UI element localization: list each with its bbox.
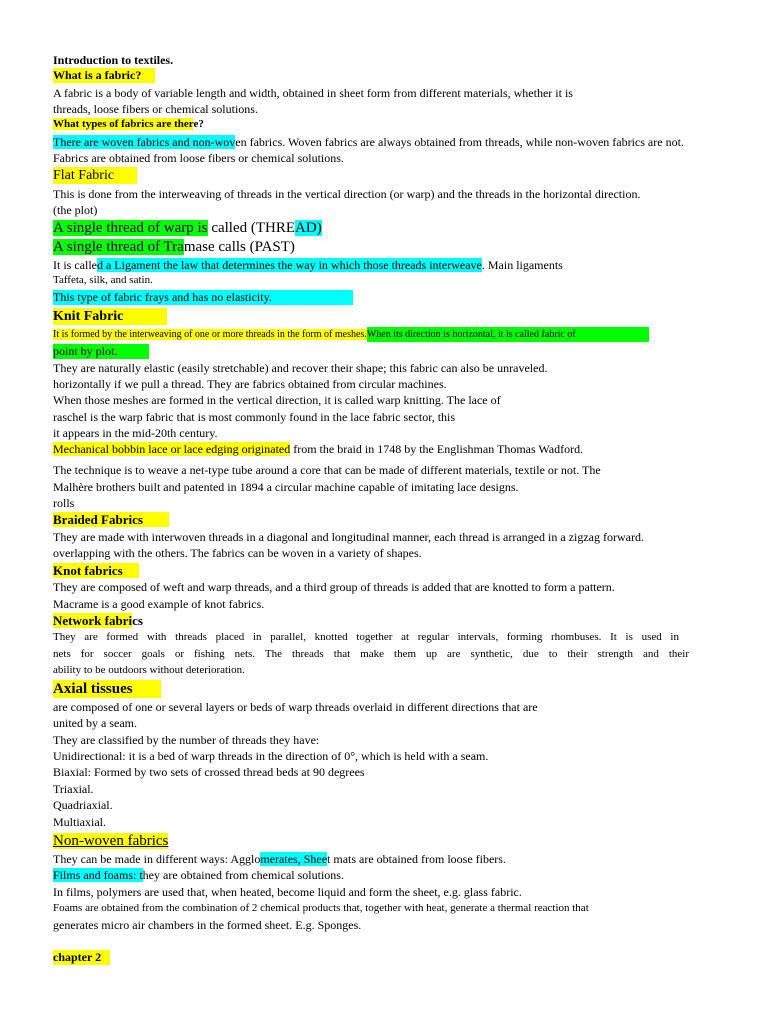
paragraph-line: There are woven fabrics and non-woven fabrics. Woven fabrics are always obtained from threads, while non-woven fabrics are not.: [53, 135, 684, 149]
paragraph-line: Unidirectional: it is a bed of warp threads in the direction of 0°, which is held with a seam.: [53, 749, 489, 763]
paragraph-line: threads, loose fibers or chemical solutions.: [53, 102, 258, 116]
highlight-green: When its direction is horizontal, it is called fabric of: [367, 327, 649, 342]
highlight-cyan: Films and foams: t: [53, 868, 143, 882]
paragraph-line: horizontally if we pull a thread. They are fabrics obtained from circular machines.: [53, 377, 447, 391]
paragraph-line: Triaxial.: [53, 782, 94, 796]
paragraph-line: They are made with interwoven threads in a diagonal and longitudinal manner, each thread is arranged in a zigzag forward.: [53, 530, 644, 544]
heading-network-fabrics: Network fabrics: [53, 613, 143, 628]
highlight-yellow: Braided Fabrics: [53, 512, 169, 527]
chapter-heading: [53, 950, 110, 965]
highlight-yellow: Flat Fabric: [53, 167, 137, 184]
paragraph-line: They are composed of weft and warp threads, and a third group of threads is added that are knotted to form a pattern.: [53, 580, 615, 594]
paragraph-line: ability to be outdoors without deterioration.: [53, 664, 245, 676]
paragraph-line: generates micro air chambers in the formed sheet. E.g. Sponges.: [53, 918, 362, 932]
paragraph-line: united by a seam.: [53, 716, 137, 730]
paragraph-line: rolls: [53, 496, 75, 510]
paragraph-line: nets for soccer goals or fishing nets. The threads that make them up are synthetic, due to their strength and their: [53, 648, 689, 660]
highlight-cyan: AD): [295, 220, 322, 236]
highlight-yellow: chapter 2: [53, 950, 110, 965]
heading-flat-fabric: [53, 167, 137, 184]
heading-what-is-fabric: [53, 68, 155, 83]
highlight-green: A single thread of Tra: [53, 239, 184, 255]
highlight-yellow: Non-woven fabrics: [53, 833, 169, 849]
paragraph-line: it appears in the mid-20th century.: [53, 426, 218, 440]
highlight-yellow: Mechanical bobbin lace or lace edging originated: [53, 442, 291, 456]
paragraph-line: Multiaxial.: [53, 815, 106, 829]
highlight-yellow: Axial tissues: [53, 680, 161, 698]
heading-axial-tissues: [53, 680, 161, 698]
highlight-cyan: merates, Shee: [260, 852, 328, 866]
highlight-cyan: d a Ligament the law that determines the way in which those threads interweave: [96, 258, 482, 272]
highlight-green: A single thread of warp is: [53, 220, 208, 236]
paragraph-line: Fabrics are obtained from loose fibers or chemical solutions.: [53, 151, 344, 165]
highlight-yellow: Knot fabrics: [53, 563, 139, 578]
paragraph-line: Mechanical bobbin lace or lace edging originated from the braid in 1748 by the Englishman Thomas Wadford.: [53, 442, 584, 456]
paragraph-line: Taffeta, silk, and satin.: [53, 274, 153, 286]
paragraph-line: This is done from the interweaving of threads in the vertical direction (or warp) and the threads in the horizontal direction.: [53, 187, 641, 201]
paragraph-line: Films and foams: they are obtained from chemical solutions.: [53, 868, 344, 882]
highlight-cyan: This type of fabric frays and has no elasticity.: [53, 290, 353, 305]
paragraph-line: Macrame is a good example of knot fabrics.: [53, 597, 265, 611]
highlight-yellow: It is formed by the interweaving of one or more threads in the form of meshes.: [53, 329, 367, 340]
weft-thread-line: A single thread of Tramase calls (PAST): [53, 239, 295, 255]
document-title: Introduction to textiles.: [53, 53, 174, 67]
paragraph-line: [53, 344, 149, 359]
paragraph-line: [53, 290, 353, 305]
paragraph-line: It is called a Ligament the law that determines the way in which those threads interweave. Main ligaments: [53, 258, 563, 272]
paragraph-line: Biaxial: Formed by two sets of crossed thread beds at 90 degrees: [53, 765, 365, 779]
paragraph-line: They are naturally elastic (easily stretchable) and recover their shape; this fabric can also be unraveled.: [53, 361, 548, 375]
paragraph-line: They are classified by the number of threads they have:: [53, 733, 320, 747]
paragraph-line: In films, polymers are used that, when heated, become liquid and form the sheet, e.g. glass fabric.: [53, 885, 522, 899]
paragraph-line: Foams are obtained from the combination of 2 chemical products that, together with heat, generate a thermal reaction that: [53, 902, 589, 914]
heading-fabric-types: What types of fabrics are there?: [53, 118, 204, 130]
heading-knit-fabric: [53, 308, 167, 325]
paragraph-line: Quadriaxial.: [53, 798, 113, 812]
paragraph-line: (the plot): [53, 203, 98, 217]
highlight-cyan: There are woven fabrics and non-wov: [53, 135, 236, 149]
warp-thread-line: A single thread of warp is called (THREAD): [53, 220, 322, 236]
highlight-yellow: What types of fabrics are ther: [53, 118, 194, 130]
paragraph-line: Malhère brothers built and patented in 1894 a circular machine capable of imitating lace designs.: [53, 480, 519, 494]
highlight-yellow: What is a fabric?: [53, 68, 155, 83]
paragraph-line: [53, 327, 649, 342]
paragraph-line: They can be made in different ways: Agglomerates, Sheet mats are obtained from loose fibers.: [53, 852, 506, 866]
highlight-yellow: Network fabri: [53, 613, 133, 628]
highlight-green: point by plot.: [53, 344, 149, 359]
paragraph-line: are composed of one or several layers or beds of warp threads overlaid in different directions that are: [53, 700, 538, 714]
highlight-yellow: Knit Fabric: [53, 308, 167, 325]
heading-knot-fabrics: [53, 563, 139, 578]
paragraph-line: They are formed with threads placed in parallel, knotted together at regular intervals, forming rhombuses. It is used in: [53, 631, 679, 643]
paragraph-line: The technique is to weave a net-type tube around a core that can be made of different materials, textile or not. The: [53, 463, 601, 477]
heading-non-woven-fabrics: [53, 832, 168, 850]
heading-braided-fabrics: [53, 512, 169, 527]
paragraph-line: A fabric is a body of variable length and width, obtained in sheet form from different materials, whether it is: [53, 86, 573, 100]
paragraph-line: overlapping with the others. The fabrics can be woven in a variety of shapes.: [53, 546, 422, 560]
paragraph-line: When those meshes are formed in the vertical direction, it is called warp knitting. The lace of: [53, 393, 501, 407]
paragraph-line: raschel is the warp fabric that is most commonly found in the lace fabric sector, this: [53, 410, 456, 424]
